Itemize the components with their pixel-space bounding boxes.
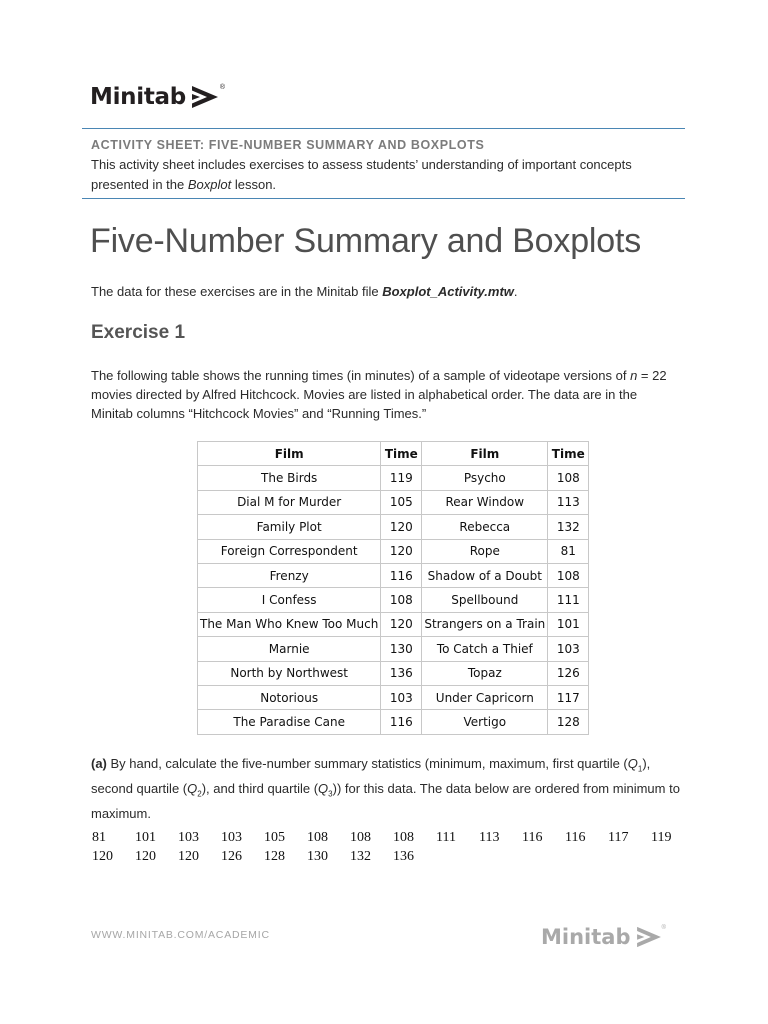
- film-cell: North by Northwest: [198, 661, 381, 685]
- time-cell: 108: [548, 466, 589, 490]
- time-cell: 117: [548, 685, 589, 709]
- minitab-arrow-icon: [636, 926, 662, 948]
- data-value: 116: [522, 830, 543, 845]
- time-cell: 136: [381, 661, 422, 685]
- film-cell: Spellbound: [422, 588, 548, 612]
- sorted-data-row: [92, 849, 694, 868]
- footer-url: WWW.MINITAB.COM/ACADEMIC: [91, 929, 270, 941]
- time-cell: 105: [381, 490, 422, 514]
- time-cell: 120: [381, 539, 422, 563]
- data-value: 128: [264, 849, 285, 864]
- sorted-data-list: [92, 830, 694, 868]
- time-cell: 126: [548, 661, 589, 685]
- time-cell: 120: [381, 612, 422, 636]
- film-cell: Rebecca: [422, 515, 548, 539]
- table-row: [198, 539, 589, 563]
- minitab-arrow-icon: [191, 85, 219, 109]
- data-value: 136: [393, 849, 414, 864]
- time-cell: 128: [548, 710, 589, 734]
- time-cell: 108: [548, 563, 589, 587]
- time-cell: 101: [548, 612, 589, 636]
- data-value: 120: [178, 849, 199, 864]
- logo-text: Minitab: [90, 84, 186, 110]
- film-cell: Notorious: [198, 685, 381, 709]
- film-cell: Vertigo: [422, 710, 548, 734]
- time-cell: 116: [381, 710, 422, 734]
- time-cell: 113: [548, 490, 589, 514]
- film-cell: Under Capricorn: [422, 685, 548, 709]
- data-value: 132: [350, 849, 371, 864]
- data-value: 126: [221, 849, 242, 864]
- film-cell: Family Plot: [198, 515, 381, 539]
- table-row: [198, 612, 589, 636]
- data-value: 130: [307, 849, 328, 864]
- data-value: 108: [393, 830, 414, 845]
- table-row: [198, 515, 589, 539]
- bottom-divider: [82, 198, 685, 199]
- registered-mark: ®: [219, 84, 226, 91]
- table-row: [198, 588, 589, 612]
- column-header: Time: [548, 442, 589, 466]
- time-cell: 120: [381, 515, 422, 539]
- film-cell: Rear Window: [422, 490, 548, 514]
- data-value: 108: [307, 830, 328, 845]
- table-row: [198, 637, 589, 661]
- footer-logo-text: Minitab: [541, 925, 631, 949]
- film-cell: Topaz: [422, 661, 548, 685]
- time-cell: 116: [381, 563, 422, 587]
- column-header: Film: [198, 442, 381, 466]
- film-cell: To Catch a Thief: [422, 637, 548, 661]
- film-cell: The Birds: [198, 466, 381, 490]
- column-header: Film: [422, 442, 548, 466]
- exercise-heading: Exercise 1: [91, 322, 186, 343]
- table-row: [198, 466, 589, 490]
- film-cell: Rope: [422, 539, 548, 563]
- time-cell: 81: [548, 539, 589, 563]
- film-cell: Foreign Correspondent: [198, 539, 381, 563]
- data-value: 108: [350, 830, 371, 845]
- data-file-name: Boxplot_Activity.mtw: [382, 284, 514, 299]
- time-cell: 130: [381, 637, 422, 661]
- film-cell: Frenzy: [198, 563, 381, 587]
- table-row: [198, 685, 589, 709]
- data-value: 105: [264, 830, 285, 845]
- activity-title: ACTIVITY SHEET: FIVE-NUMBER SUMMARY AND BOXPLOTS: [91, 138, 485, 152]
- time-cell: 119: [381, 466, 422, 490]
- films-table: [197, 441, 589, 735]
- column-header: Time: [381, 442, 422, 466]
- film-cell: I Confess: [198, 588, 381, 612]
- table-header-row: [198, 442, 589, 466]
- film-cell: Marnie: [198, 637, 381, 661]
- film-cell: Psycho: [422, 466, 548, 490]
- data-value: 113: [479, 830, 500, 845]
- time-cell: 103: [548, 637, 589, 661]
- data-value: 120: [92, 849, 113, 864]
- table-row: [198, 710, 589, 734]
- question-a: (a) By hand, calculate the five-number summary statistics (minimum, maximum, first quartile $(Q_1)$, second quartile $(Q_2)$, and third quartile $(Q_3)$) for this data. The data below are ordered from minimum to maximum.: [91, 756, 680, 822]
- exercise-description: The following table shows the running times (in minutes) of a sample of videotape versions of n = 22 movies directed by Alfred Hitchcock. Movies are listed in alphabetical order. The data are in the Minitab columns “Hitchcock Movies” and “Running Times.”: [91, 368, 667, 421]
- data-value: 101: [135, 830, 156, 845]
- top-divider: [82, 128, 685, 129]
- time-cell: 111: [548, 588, 589, 612]
- data-value: 120: [135, 849, 156, 864]
- film-cell: Shadow of a Doubt: [422, 563, 548, 587]
- data-value: 103: [221, 830, 242, 845]
- activity-description: This activity sheet includes exercises to assess students’ understanding of important concepts presented in the Boxplot lesson.: [91, 157, 632, 192]
- data-value: 119: [651, 830, 672, 845]
- table-row: [198, 563, 589, 587]
- page-title: Five-Number Summary and Boxplots: [90, 222, 642, 260]
- time-cell: 108: [381, 588, 422, 612]
- data-value: 81: [92, 830, 106, 845]
- data-value: 103: [178, 830, 199, 845]
- footer-logo: [541, 925, 666, 949]
- registered-mark: ®: [661, 925, 666, 931]
- intro-text: The data for these exercises are in the Minitab file Boxplot_Activity.mtw.: [91, 284, 518, 299]
- time-cell: 132: [548, 515, 589, 539]
- data-value: 111: [436, 830, 456, 845]
- film-cell: Strangers on a Train: [422, 612, 548, 636]
- time-cell: 103: [381, 685, 422, 709]
- table-row: [198, 661, 589, 685]
- data-value: 116: [565, 830, 586, 845]
- data-value: 117: [608, 830, 629, 845]
- film-cell: Dial M for Murder: [198, 490, 381, 514]
- table-row: [198, 490, 589, 514]
- minitab-logo: [90, 84, 225, 110]
- film-cell: The Paradise Cane: [198, 710, 381, 734]
- film-cell: The Man Who Knew Too Much: [198, 612, 381, 636]
- sorted-data-row: [92, 830, 694, 849]
